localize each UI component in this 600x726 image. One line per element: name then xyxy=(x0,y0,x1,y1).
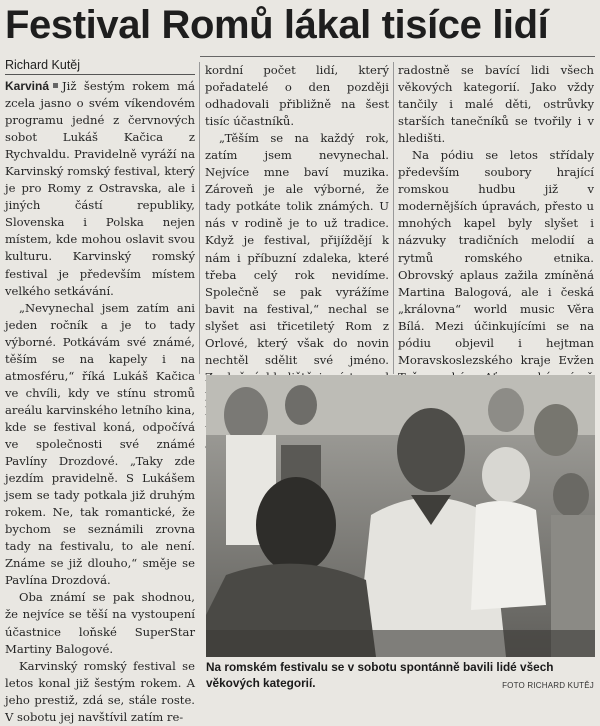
column-separator xyxy=(199,62,200,374)
paragraph: kordní počet lidí, který pořadatelé o den později odhadovali přibližně na šest tisíc účastníků. xyxy=(205,63,389,129)
top-rule xyxy=(200,56,595,57)
paragraph: Oba známí se pak shodnou, že nejvíce se těší na vystoupení účastnice loňské SuperStar Martiny Balogové. xyxy=(5,590,195,656)
headline: Festival Romů lákal tisíce lidí xyxy=(5,3,549,47)
paragraph: radostně se bavící lidi všech věkových kategorií. Jako vždy tančily i malé děti, ostrůvky starších tanečníků se tvořily i v hledišti. xyxy=(398,63,594,146)
paragraph: „Těším se na každý rok, zatím jsem nevynechal. Nejvíce mne baví muzika. Zároveň je ale výborné, že tady potkáte tolik známých. U nás v rodině je to už tradice. Když je festival, přijíždějí k nám i příbuzní zdaleka, které třeba celý rok nevidíme. Společně se pak vyrážíme bavit na festival,“ nechal se slyšet asi třicetiletý Rom z Orlové, který však do novin nechtěl sdělit své jméno. xyxy=(205,131,389,367)
paragraph: Na pódiu se letos střídaly především soubory hrající romskou hudbu již v modernějších úpravách, přesto u mnohých kapel byly slyšet i názvuky tradičních melodií a rytmů romského etnika. Obrovský aplaus zažila zmíněná Martina Balogová, ale i česká „královna“ world music Věra Bílá. Mezi účinkujícími se na pódiu objevil i hejtman Moravskoslezského kraje Evžen xyxy=(398,148,594,367)
article-column-2 xyxy=(205,62,389,374)
photo-credit: FOTO RICHARD KUTĚJ xyxy=(502,681,594,690)
byline: Richard Kutěj xyxy=(5,58,195,75)
paragraph: „Nevynechal jsem zatím ani jeden ročník a je to tady výborné. Potkávám své známé, těším se na kapely i na atmosféru,“ říká Lukáš Kačica ve chvíli, kdy ve stínu stromů areálu karvinského letního kina, kde se festival koná, odpočívá ve společnosti své známé Pavlíny Drozdové. „Taky zde jezdím pravidelně. S Lukášem jsem se tady potkala již druhým rokem. Ne, tak romantické, že bychom se seznámili zrovna tady na festivalu, to ale není. Známe se již dlouho,“ směje se Pavlína Drozdová. xyxy=(5,300,195,588)
paragraph: Karvinský romský festival se letos konal již šestým rokem. A jeho prestiž, zdá se, stále roste. V sobotu jej navštívil zatím re- xyxy=(5,658,195,724)
festival-photo xyxy=(206,375,595,657)
article-column-1 xyxy=(5,78,195,724)
dateline-place: Karviná xyxy=(5,79,50,93)
crowd-photo-illustration xyxy=(206,375,595,657)
column-separator xyxy=(393,62,394,374)
photo-caption: Na romském festivalu se v sobotu spontánně bavili lidé všech věkových kategorií. xyxy=(206,660,554,690)
lead-text: Již šestým rokem má zcela jasno o svém víkendovém programu jedné z červnových sobot Lukáš Kačica z Rychvaldu. Pravidelně vyráží na Karvinský romský festival, který je pro Romy z Ostravska, ale i jiných částí republiky, Slovenska i Polska nejen místem, kde mohou oslavit svou kulturu. Karvinský romský festival je především místem velkého setkávání. xyxy=(5,79,195,298)
article-column-3 xyxy=(398,62,594,374)
bullet-icon xyxy=(53,83,58,88)
lead-paragraph xyxy=(5,78,195,300)
